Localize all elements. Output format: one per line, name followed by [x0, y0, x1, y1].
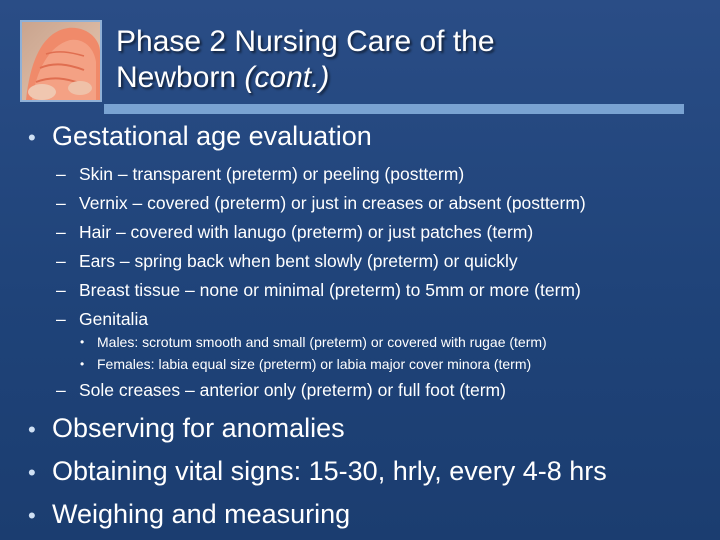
title-accent-bar — [104, 104, 684, 114]
bullet-label: Weighing and measuring — [52, 499, 351, 529]
dash-icon: – — [56, 380, 66, 400]
dash-icon: – — [56, 309, 66, 329]
small-bullet-icon: • — [80, 357, 85, 371]
title-line-2 — [116, 60, 706, 96]
dash-icon: – — [56, 280, 66, 300]
subitem-text: Genitalia — [79, 309, 149, 329]
dash-icon: – — [56, 251, 66, 271]
slide-title — [116, 24, 706, 96]
small-bullet-icon: • — [80, 335, 85, 349]
bullet-observing-anomalies — [28, 412, 345, 446]
subitem-text: Breast tissue – none or minimal (preterm) to 5mm or more (term) — [79, 280, 581, 300]
bullet-vital-signs — [28, 455, 607, 489]
detail-text: Females: labia equal size (preterm) or labia major cover minora (term) — [97, 356, 532, 372]
subitem-text: Sole creases – anterior only (preterm) or full foot (term) — [79, 380, 506, 400]
bullet-gestational-age — [28, 120, 372, 154]
subitem-text: Vernix – covered (preterm) or just in creases or absent (postterm) — [79, 193, 586, 213]
bullet-dot-icon: • — [28, 460, 36, 485]
title-cont-italic: (cont.) — [244, 61, 330, 94]
subitem-text: Skin – transparent (preterm) or peeling (postterm) — [79, 164, 465, 184]
bullet-dot-icon: • — [28, 417, 36, 442]
bullet-label: Gestational age evaluation — [52, 121, 372, 151]
bullet-label: Observing for anomalies — [52, 413, 345, 443]
dash-icon: – — [56, 193, 66, 213]
bullet-dot-icon: • — [28, 125, 36, 150]
dash-icon: – — [56, 222, 66, 242]
title-line-2-text: Newborn — [116, 61, 245, 94]
detail-text: Males: scrotum smooth and small (preterm) or covered with rugae (term) — [97, 334, 547, 350]
title-line-1: Phase 2 Nursing Care of the — [116, 25, 495, 58]
pregnant-belly-photo-icon — [20, 20, 102, 102]
subitem-text: Hair – covered with lanugo (preterm) or just patches (term) — [79, 222, 534, 242]
subitem-text: Ears – spring back when bent slowly (preterm) or quickly — [79, 251, 518, 271]
bullet-label: Obtaining vital signs: 15-30, hrly, every 4-8 hrs — [52, 456, 607, 486]
bullet-dot-icon: • — [28, 503, 36, 528]
bullet-weighing-measuring — [28, 498, 350, 532]
dash-icon: – — [56, 164, 66, 184]
